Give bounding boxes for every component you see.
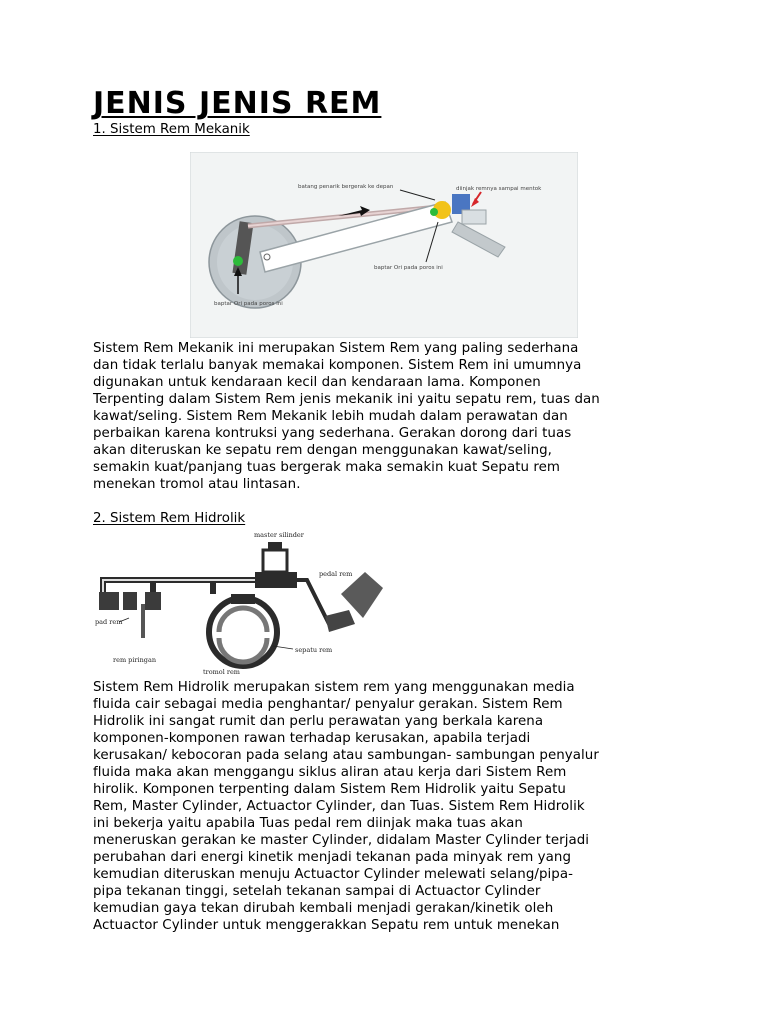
hydraulic-brake-figure <box>93 528 393 674</box>
paragraph-line: digunakan untuk kendaraan kecil dan kendaraan lama. Komponen <box>93 375 541 390</box>
paragraph-line: dan tidak terlalu banyak memakai komponen. Sistem Rem ini umumnya <box>93 358 582 373</box>
paragraph-line: Sistem Rem Mekanik ini merupakan Sistem Rem yang paling sederhana <box>93 341 579 356</box>
paragraph-line: fluida cair sebagai media penghantar/ penyalur gerakan. Sistem Rem <box>93 697 563 712</box>
page-title: JENIS JENIS REM <box>93 86 382 121</box>
paragraph-line: hirolik. Komponen terpenting dalam Sistem Rem Hidrolik yaitu Sepatu <box>93 782 566 797</box>
paragraph-line: komponen-komponen rawan terhadap kerusakan, apabila terjadi <box>93 731 531 746</box>
paragraph-mekanik <box>93 340 693 493</box>
paragraph-line: Actuactor Cylinder untuk menggerakkan Sepatu rem untuk menekan <box>93 918 560 933</box>
label-pivot-left: baptar Ori pada poros ini <box>214 301 283 307</box>
label-shoe: sepatu rem <box>295 646 333 654</box>
paragraph-line: semakin kuat/panjang tuas bergerak maka semakin kuat Sepatu rem <box>93 460 561 475</box>
section-heading-hidrolik: 2. Sistem Rem Hidrolik <box>93 511 246 526</box>
paragraph-line: kemudian gaya tekan dirubah kembali menjadi gerakan/kinetik oleh <box>93 901 554 916</box>
paragraph-line: ini bekerja yaitu apabila Tuas pedal rem diinjak maka tuas akan <box>93 816 523 831</box>
paragraph-line: kawat/seling. Sistem Rem Mekanik lebih mudah dalam perawatan dan <box>93 409 568 424</box>
paragraph-line: menekan tromol atau lintasan. <box>93 477 301 492</box>
paragraph-line: kemudian diteruskan menuju Actuactor Cylinder melewati selang/pipa- <box>93 867 573 882</box>
paragraph-line: perbaikan karena kontruksi yang sederhana. Gerakan dorong dari tuas <box>93 426 572 441</box>
paragraph-line: fluida maka akan menggangu siklus aliran atau kerja dari Sistem Rem <box>93 765 567 780</box>
label-disc: rem piringan <box>113 656 157 664</box>
paragraph-line: perubahan dari energi kinetik menjadi tekanan pada minyak rem yang <box>93 850 571 865</box>
paragraph-line: kerusakan/ kebocoran pada selang atau sambungan- sambungan penyalur <box>93 748 599 763</box>
paragraph-line: meneruskan gerakan ke master Cylinder, didalam Master Cylinder terjadi <box>93 833 590 848</box>
paragraph-hidrolik <box>93 679 693 934</box>
section-heading-mekanik: 1. Sistem Rem Mekanik <box>93 122 250 137</box>
label-pedal: pedal rem <box>319 570 353 578</box>
label-drum: tromol rem <box>203 668 240 674</box>
label-pull-rod: batang penarik bergerak ke depan <box>298 184 394 190</box>
label-pivot-right: baptar Ori pada poros ini <box>374 265 443 271</box>
label-pad: pad rem <box>95 618 123 626</box>
paragraph-line: Sistem Rem Hidrolik merupakan sistem rem yang menggunakan media <box>93 680 575 695</box>
paragraph-line: Rem, Master Cylinder, Actuactor Cylinder, dan Tuas. Sistem Rem Hidrolik <box>93 799 585 814</box>
paragraph-line: Terpenting dalam Sistem Rem jenis mekanik ini yaitu sepatu rem, tuas dan <box>93 392 600 407</box>
mechanical-brake-figure <box>190 152 578 338</box>
paragraph-line: pipa tekanan tinggi, setelah tekanan sampai di Actuactor Cylinder <box>93 884 541 899</box>
paragraph-line: Hidrolik ini sangat rumit dan perlu perawatan yang berkala karena <box>93 714 544 729</box>
paragraph-line: akan diteruskan ke sepatu rem dengan menggunakan kawat/seling, <box>93 443 552 458</box>
label-press: diinjak remnya sampai mentok <box>456 186 542 192</box>
label-master-cylinder: master silinder <box>254 531 304 539</box>
